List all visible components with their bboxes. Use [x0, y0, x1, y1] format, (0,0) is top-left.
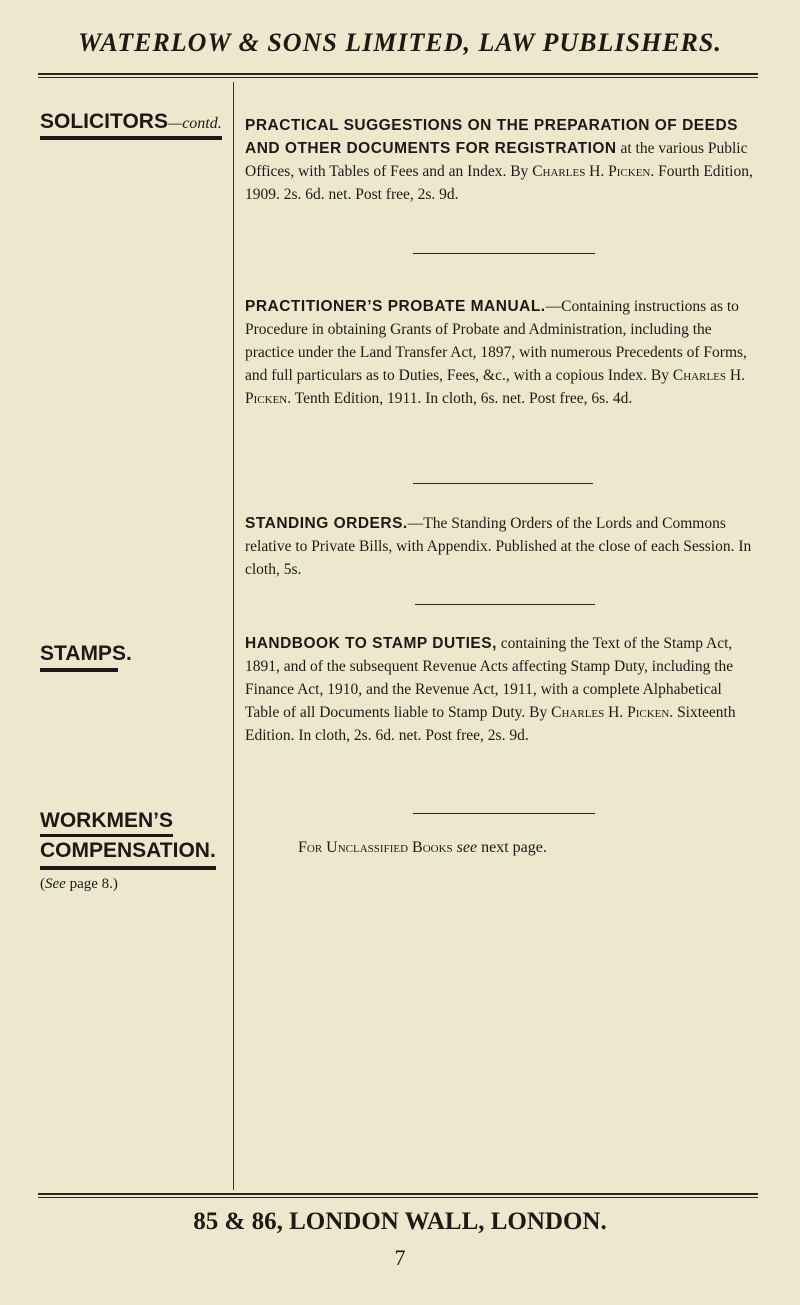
entry-divider	[413, 813, 595, 814]
book-entry: PRACTICAL SUGGESTIONS ON THE PREPARATION OF DEEDS AND OTHER DOCUMENTS FOR REGISTRATION at the various Public Offices, with Tables of Fees and an Index. By Charles H. Picken. Fourth Edition, 1909. 2s. 6d. net. Post free, 2s. 9d.	[245, 117, 753, 203]
bottom-rule-thin	[38, 1197, 758, 1198]
unclassified-note: For Unclassified Books see next page.	[298, 839, 547, 856]
entry-divider	[413, 253, 595, 254]
author-name: Charles H. Picken	[245, 367, 745, 407]
section-underline	[40, 668, 118, 672]
contd-label: —contd.	[167, 115, 222, 132]
book-title: HANDBOOK TO STAMP DUTIES,	[245, 635, 497, 652]
section-label-line1: WORKMEN’S	[40, 809, 173, 832]
page-number: 7	[394, 1245, 406, 1270]
entry-divider	[413, 483, 593, 484]
bottom-rule	[38, 1193, 758, 1195]
entry-divider	[415, 604, 595, 605]
section-solicitors	[40, 110, 222, 140]
book-title: STANDING ORDERS.	[245, 515, 408, 532]
section-label-line2: COMPENSATION.	[40, 839, 216, 862]
book-entry: HANDBOOK TO STAMP DUTIES, containing the Text of the Stamp Act, 1891, and of the subsequent Revenue Acts affecting Stamp Duty, including the Finance Act, 1910, and the Revenue Act, 1911, with a complete Alphabetical Table of all Documents liable to Stamp Duty. By Charles H. Picken. Sixteenth Edition. In cloth, 2s. 6d. net. Post free, 2s. 9d.	[245, 635, 736, 744]
top-rule-thin	[38, 77, 758, 78]
author-name: Charles H. Picken	[551, 704, 670, 721]
section-label: STAMPS.	[40, 642, 132, 665]
section-underline	[40, 136, 222, 140]
author-name: Charles H. Picken	[532, 163, 651, 180]
section-label: SOLICITORS	[40, 110, 168, 133]
see-page-note: (See page 8.)	[40, 876, 118, 892]
book-title: PRACTITIONER’S PROBATE MANUAL.	[245, 298, 546, 315]
section-workmens-compensation	[40, 807, 216, 870]
book-entry: PRACTITIONER’S PROBATE MANUAL.—Containing instructions as to Procedure in obtaining Grants of Probate and Administration, including the practice under the Land Transfer Act, 1897, with numerous Precedents of Forms, and full particulars as to Duties, Fees, &c., with a copious Index. By Charles H. Picken. Tenth Edition, 1911. In cloth, 6s. net. Post free, 6s. 4d.	[245, 298, 747, 407]
column-divider	[233, 82, 234, 1190]
publisher-address: 85 & 86, LONDON WALL, LONDON.	[193, 1208, 607, 1235]
book-title: PRACTICAL SUGGESTIONS ON THE PREPARATION OF DEEDS AND OTHER DOCUMENTS FOR REGISTRATION	[245, 117, 738, 157]
section-underline	[40, 866, 216, 870]
section-stamps	[40, 642, 132, 672]
page-header: WATERLOW & SONS LIMITED, LAW PUBLISHERS.	[78, 28, 722, 57]
top-rule	[38, 73, 758, 75]
book-entry: STANDING ORDERS.—The Standing Orders of the Lords and Commons relative to Private Bills, with Appendix. Published at the close of each Session. In cloth, 5s.	[245, 515, 752, 578]
